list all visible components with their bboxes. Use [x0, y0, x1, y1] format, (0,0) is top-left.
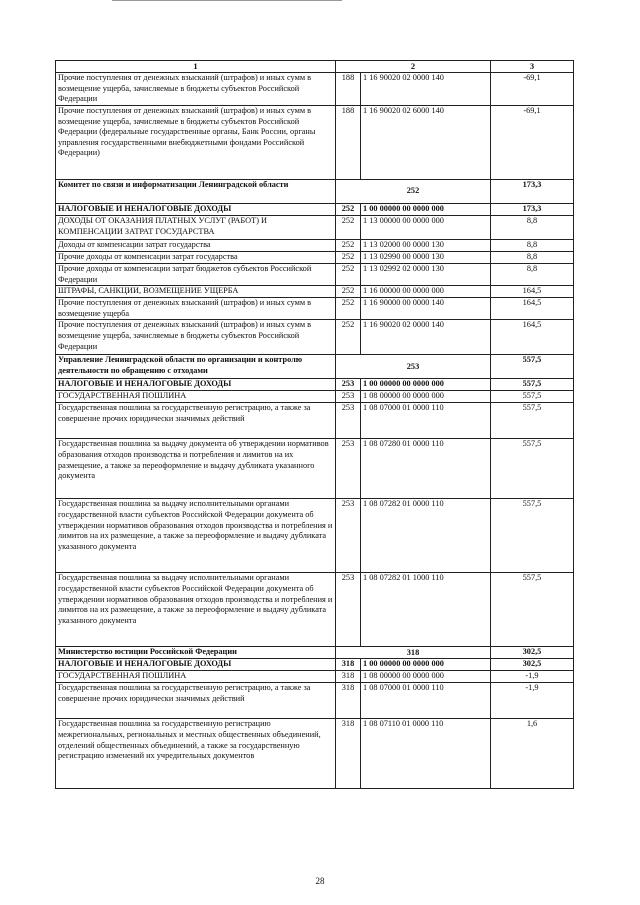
header-row — [56, 61, 574, 73]
row-sum-cell: 1,6 — [491, 719, 574, 789]
row-admin-cell: 253 — [336, 439, 361, 499]
table-row — [56, 439, 574, 499]
row-sum-cell: -1,9 — [491, 683, 574, 719]
row-sum-cell: 557,5 — [491, 403, 574, 439]
row-name-cell: Государственная пошлина за выдачу документа об утверждении нормативов образования отходов производства и потребления и лимитов на их размещение, а также за переоформление и выдачу дубликата указанного документа — [56, 439, 336, 499]
row-sum-cell: -1,9 — [491, 671, 574, 683]
row-code-cell: 1 16 90000 00 0000 140 — [361, 298, 491, 320]
row-admin-cell: 252 — [336, 216, 361, 240]
table-row — [56, 403, 574, 439]
table-row — [56, 252, 574, 264]
row-code-cell: 1 08 07282 01 0000 110 — [361, 499, 491, 573]
row-code-cell: 1 13 00000 00 0000 000 — [361, 216, 491, 240]
row-code-cell: 1 08 07110 01 0000 110 — [361, 719, 491, 789]
row-code-cell: 1 16 00000 00 0000 000 — [361, 286, 491, 298]
row-code-cell: 1 00 00000 00 0000 000 — [361, 659, 491, 671]
table-row — [56, 106, 574, 180]
row-name-cell: ГОСУДАРСТВЕННАЯ ПОШЛИНА — [56, 391, 336, 403]
row-sum-cell: 164,5 — [491, 298, 574, 320]
row-code-cell: 1 08 07000 01 0000 110 — [361, 403, 491, 439]
row-admin-cell: 252 — [336, 240, 361, 252]
table-row — [56, 216, 574, 240]
row-name-cell: Управление Ленинградской области по организации и контролю деятельности по обращению с отходами — [56, 355, 336, 379]
row-code-cell: 1 00 00000 00 0000 000 — [361, 379, 491, 391]
row-sum-cell: 8,8 — [491, 264, 574, 286]
row-code-cell: 1 16 90020 02 0000 140 — [361, 73, 491, 106]
row-code-cell: 1 08 07000 01 0000 110 — [361, 683, 491, 719]
row-admin-cell: 253 — [336, 573, 361, 647]
row-admin-cell: 188 — [336, 106, 361, 180]
row-code-cell: 1 16 90020 02 0000 140 — [361, 320, 491, 355]
row-name-cell: Государственная пошлина за государственную регистрацию, а также за совершение прочих юридически значимых действий — [56, 683, 336, 719]
row-name-cell: Прочие доходы от компенсации затрат государства — [56, 252, 336, 264]
row-name-cell: НАЛОГОВЫЕ И НЕНАЛОГОВЫЕ ДОХОДЫ — [56, 379, 336, 391]
row-name-cell: Прочие поступления от денежных взысканий (штрафов) и иных сумм в возмещение ущерба, зачисляемые в бюджеты субъектов Российской Федерации — [56, 320, 336, 355]
row-sum-cell: 164,5 — [491, 320, 574, 355]
page-number: 28 — [315, 876, 325, 886]
header-col-1: 1 — [56, 61, 336, 73]
row-name-cell: НАЛОГОВЫЕ И НЕНАЛОГОВЫЕ ДОХОДЫ — [56, 204, 336, 216]
revenue-table — [55, 60, 574, 789]
row-code-cell: 1 08 00000 00 0000 000 — [361, 671, 491, 683]
row-name-cell: Прочие поступления от денежных взысканий (штрафов) и иных сумм в возмещение ущерба, зачисляемые в бюджеты субъектов Российской Федерации — [56, 73, 336, 106]
row-sum-cell: 302,5 — [491, 659, 574, 671]
row-sum-cell: 557,5 — [491, 379, 574, 391]
row-sum-cell: 173,3 — [491, 180, 574, 204]
row-code-cell: 1 08 07280 01 0000 110 — [361, 439, 491, 499]
row-name-cell: Прочие доходы от компенсации затрат бюджетов субъектов Российской Федерации — [56, 264, 336, 286]
table-row — [56, 180, 574, 204]
row-sum-cell: 164,5 — [491, 286, 574, 298]
table-row — [56, 659, 574, 671]
row-code-cell: 1 08 00000 00 0000 000 — [361, 391, 491, 403]
row-sum-cell: 557,5 — [491, 355, 574, 379]
row-admin-cell: 252 — [336, 320, 361, 355]
row-admin-cell: 252 — [336, 252, 361, 264]
row-name-cell: ГОСУДАРСТВЕННАЯ ПОШЛИНА — [56, 671, 336, 683]
table-row — [56, 379, 574, 391]
table-row — [56, 683, 574, 719]
row-code-cell: 1 13 02992 02 0000 130 — [361, 264, 491, 286]
row-admin-cell: 252 — [336, 264, 361, 286]
row-sum-cell: 302,5 — [491, 647, 574, 659]
table-body — [56, 61, 574, 789]
row-admin-cell: 252 — [336, 204, 361, 216]
row-name-cell: Государственная пошлина за государственную регистрацию, а также за совершение прочих юридически значимых действий — [56, 403, 336, 439]
table-row — [56, 671, 574, 683]
row-admin-cell: 253 — [336, 403, 361, 439]
row-admin-cell: 253 — [336, 391, 361, 403]
row-name-cell: ШТРАФЫ, САНКЦИИ, ВОЗМЕЩЕНИЕ УЩЕРБА — [56, 286, 336, 298]
row-code-cell: 1 08 07282 01 1000 110 — [361, 573, 491, 647]
row-sum-cell: 8,8 — [491, 252, 574, 264]
row-name-cell: Государственная пошлина за выдачу исполнительными органами государственной власти субъектов Российской Федерации документа об утверждении нормативов образования отходов производства и потребления и лимитов на их размещение, а также за переоформление и выдачу дубликата указанного документа — [56, 499, 336, 573]
row-admin-cell: 188 — [336, 73, 361, 106]
row-code-cell: 1 13 02990 00 0000 130 — [361, 252, 491, 264]
row-code-cell: 1 13 02000 00 0000 130 — [361, 240, 491, 252]
table-row — [56, 320, 574, 355]
row-sum-cell: 8,8 — [491, 216, 574, 240]
row-sum-cell: -69,1 — [491, 73, 574, 106]
header-col-3: 3 — [491, 61, 574, 73]
row-code-cell: 253 — [336, 355, 491, 379]
row-name-cell: Комитет по связи и информатизации Ленинградской области — [56, 180, 336, 204]
row-sum-cell: 557,5 — [491, 439, 574, 499]
row-sum-cell: 557,5 — [491, 391, 574, 403]
row-name-cell: Прочие поступления от денежных взысканий (штрафов) и иных сумм в возмещение ущерба — [56, 298, 336, 320]
row-name-cell: ДОХОДЫ ОТ ОКАЗАНИЯ ПЛАТНЫХ УСЛУГ (РАБОТ) И КОМПЕНСАЦИИ ЗАТРАТ ГОСУДАРСТВА — [56, 216, 336, 240]
table-row — [56, 298, 574, 320]
row-code-cell: 252 — [336, 180, 491, 204]
top-rule — [112, 0, 342, 1]
row-admin-cell: 318 — [336, 671, 361, 683]
table-row — [56, 719, 574, 789]
table-row — [56, 264, 574, 286]
row-name-cell: Министерство юстиции Российской Федерации — [56, 647, 336, 659]
row-sum-cell: -69,1 — [491, 106, 574, 180]
row-admin-cell: 252 — [336, 286, 361, 298]
row-sum-cell: 557,5 — [491, 499, 574, 573]
table-row — [56, 286, 574, 298]
row-sum-cell: 8,8 — [491, 240, 574, 252]
table-row — [56, 240, 574, 252]
table-row — [56, 391, 574, 403]
row-admin-cell: 318 — [336, 683, 361, 719]
table-row — [56, 499, 574, 573]
row-code-cell: 1 16 90020 02 6000 140 — [361, 106, 491, 180]
row-name-cell: Государственная пошлина за государственную регистрацию межрегиональных, региональных и местных общественных объединений, отделений общественных объединений, а также за государственную регистрацию изменений их учредительных документов — [56, 719, 336, 789]
row-code-cell: 318 — [336, 647, 491, 659]
row-admin-cell: 253 — [336, 379, 361, 391]
table-row — [56, 355, 574, 379]
row-name-cell: Государственная пошлина за выдачу исполнительными органами государственной власти субъектов Российской Федерации документа об утверждении нормативов образования отходов производства и потребления и лимитов на их размещение, а также за переоформление и выдачу дубликата указанного документа — [56, 573, 336, 647]
row-name-cell: НАЛОГОВЫЕ И НЕНАЛОГОВЫЕ ДОХОДЫ — [56, 659, 336, 671]
row-admin-cell: 318 — [336, 719, 361, 789]
row-name-cell: Доходы от компенсации затрат государства — [56, 240, 336, 252]
row-sum-cell: 557,5 — [491, 573, 574, 647]
row-code-cell: 1 00 00000 00 0000 000 — [361, 204, 491, 216]
row-sum-cell: 173,3 — [491, 204, 574, 216]
row-admin-cell: 252 — [336, 298, 361, 320]
table-row — [56, 573, 574, 647]
table-row — [56, 204, 574, 216]
row-name-cell: Прочие поступления от денежных взысканий (штрафов) и иных сумм в возмещение ущерба, зачисляемые в бюджеты субъектов Российской Федерации (федеральные государственные органы, Банк России, органы управления государственными внебюджетными фондами Российской Федерации) — [56, 106, 336, 180]
table-row — [56, 73, 574, 106]
table-row — [56, 647, 574, 659]
header-col-2: 2 — [336, 61, 491, 73]
row-admin-cell: 318 — [336, 659, 361, 671]
row-admin-cell: 253 — [336, 499, 361, 573]
